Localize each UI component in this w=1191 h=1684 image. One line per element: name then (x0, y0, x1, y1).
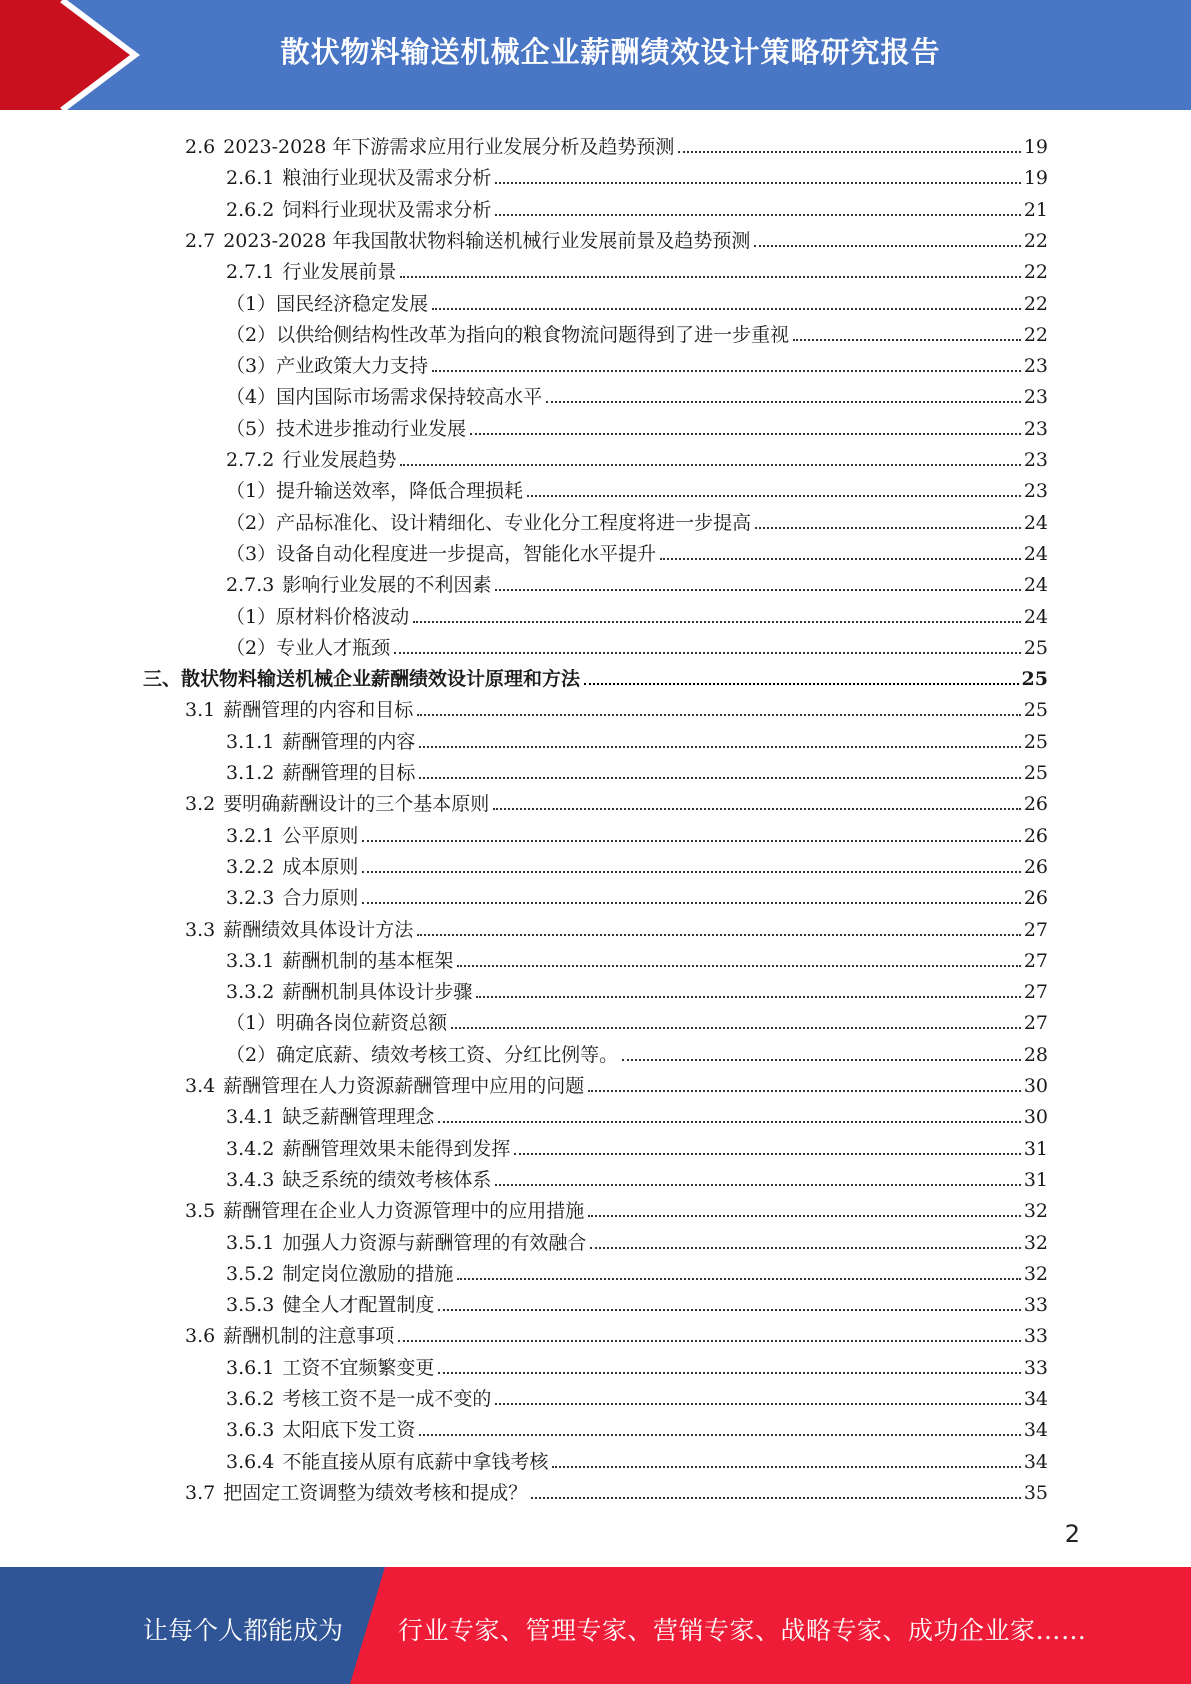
toc-entry-page: 21 (1023, 198, 1048, 221)
toc-entry-number: 2.7 (185, 229, 216, 252)
toc-entry-page: 24 (1023, 542, 1048, 565)
toc-entry[interactable] (226, 1410, 1048, 1441)
toc-dot-leader (432, 308, 1021, 310)
toc-entry-title: 薪酬管理的内容 (282, 730, 416, 753)
toc-entry-number: 2.6 (185, 136, 216, 158)
toc-entry-title: 公平原则 (282, 824, 359, 847)
toc-entry-number: （2） (226, 323, 277, 346)
toc-entry[interactable] (226, 503, 1048, 534)
toc-entry-page: 34 (1023, 1419, 1048, 1442)
toc-dot-leader (678, 151, 1020, 153)
toc-entry[interactable] (226, 471, 1048, 502)
toc-entry-title: 以供给侧结构性改革为指向的粮食物流问题得到了进一步重视 (276, 323, 790, 346)
toc-entry-title: 薪酬管理的内容和目标 (223, 699, 414, 722)
toc-entry-page: 30 (1023, 1106, 1048, 1129)
toc-entry-page: 26 (1023, 855, 1048, 878)
toc-entry[interactable] (185, 221, 1048, 252)
toc-entry-number: 2.7.2 (226, 449, 275, 471)
toc-entry-title: 把固定工资调整为绩效考核和提成？ (223, 1481, 528, 1504)
toc-entry[interactable] (185, 1066, 1048, 1097)
toc-entry[interactable] (226, 534, 1048, 565)
toc-entry-page: 24 (1023, 605, 1048, 628)
toc-entry-number: 3.7 (185, 1481, 216, 1504)
toc-entry-title: 薪酬机制具体设计步骤 (282, 981, 473, 1004)
toc-entry-page: 23 (1023, 355, 1048, 378)
toc-entry-page: 22 (1023, 229, 1048, 252)
toc-entry-title: 国内国际市场需求保持较高水平 (276, 386, 543, 409)
toc-entry-number: 2.6.1 (226, 167, 275, 190)
toc-entry-page: 34 (1023, 1450, 1048, 1473)
toc-entry[interactable] (226, 1223, 1048, 1254)
toc-entry-title: 薪酬管理的目标 (282, 762, 416, 784)
toc-entry-page: 22 (1023, 261, 1048, 284)
toc-entry[interactable] (185, 1473, 1048, 1504)
toc-entry-title: 行业发展前景 (282, 261, 397, 284)
toc-entry-page: 27 (1023, 1012, 1048, 1035)
page-number: 2 (1064, 1520, 1080, 1548)
toc-entry-number: 3.1 (185, 699, 216, 722)
toc-dot-leader (588, 1215, 1021, 1217)
toc-entry[interactable] (185, 784, 1048, 815)
toc-entry-title: 产业政策大力支持 (276, 355, 429, 378)
toc-entry-number: 3.2.2 (226, 855, 275, 878)
toc-entry-title: 专业人才瓶颈 (276, 636, 391, 659)
toc-entry-number: 3.6.2 (226, 1388, 275, 1410)
toc-entry-number: 3.1.2 (226, 762, 275, 784)
toc-entry-title: 技术进步推动行业发展 (276, 417, 467, 440)
toc-dot-leader (531, 1497, 1021, 1499)
toc-entry[interactable] (226, 158, 1048, 189)
toc-entry-number: 3.4.3 (226, 1168, 275, 1191)
toc-dot-leader (588, 1090, 1021, 1092)
toc-entry-page: 25 (1023, 636, 1048, 659)
toc-entry-number: （1） (226, 480, 277, 503)
toc-entry-number: 2.7.3 (226, 574, 275, 597)
toc-dot-leader (457, 1278, 1020, 1280)
toc-entry-number: 3.4 (185, 1075, 216, 1097)
toc-entry[interactable] (226, 941, 1048, 972)
toc-entry[interactable] (226, 440, 1048, 471)
toc-entry-number: （2） (226, 1043, 277, 1066)
toc-dot-leader (546, 401, 1021, 403)
toc-entry-title: 行业发展趋势 (282, 449, 397, 471)
toc-entry-number: 3.5.1 (226, 1231, 275, 1254)
footer-slogan-left: 让每个人都能成为 (143, 1616, 344, 1645)
toc-entry-title: 缺乏系统的绩效考核体系 (282, 1168, 492, 1191)
toc-entry-number: 3.6.4 (226, 1450, 275, 1473)
toc-entry-title: 饲料行业现状及需求分析 (282, 198, 492, 221)
toc-entry-page: 19 (1023, 136, 1048, 158)
toc-entry[interactable] (226, 1442, 1048, 1473)
toc-entry[interactable] (226, 1003, 1048, 1034)
toc-dot-leader (438, 1372, 1020, 1374)
toc-dot-leader (514, 1153, 1020, 1155)
toc-entry[interactable] (226, 409, 1048, 440)
toc-dot-leader (476, 996, 1020, 998)
toc-dot-leader (622, 1059, 1021, 1061)
toc-entry-number: 3.5.2 (226, 1262, 275, 1285)
toc-entry-title: 薪酬管理在人力资源薪酬管理中应用的问题 (223, 1075, 585, 1097)
toc-entry-page: 23 (1023, 417, 1048, 440)
toc-entry-title: 薪酬管理效果未能得到发挥 (282, 1137, 511, 1160)
toc-entry-number: （1） (226, 1012, 277, 1035)
toc-entry-page: 35 (1023, 1481, 1048, 1504)
report-title: 散状物料输送机械企业薪酬绩效设计策略研究报告 (280, 35, 941, 69)
toc-entry-title: 薪酬管理在企业人力资源管理中的应用措施 (223, 1200, 585, 1223)
toc-entry-page: 27 (1023, 949, 1048, 972)
toc-entry[interactable] (226, 565, 1048, 596)
toc-dot-leader (362, 840, 1020, 842)
toc-entry-title: 明确各岗位薪资总额 (276, 1012, 448, 1035)
footer-slogan-right: 行业专家、管理专家、营销专家、战略专家、成功企业家…… (398, 1616, 1087, 1645)
toc-dot-leader (495, 589, 1020, 591)
toc-dot-leader (394, 652, 1021, 654)
toc-entry-title: 2023-2028 年我国散状物料输送机械行业发展前景及趋势预测 (223, 229, 751, 252)
toc-entry-number: 3.3 (185, 918, 216, 941)
toc-entry[interactable] (226, 753, 1048, 784)
toc-entry-title: 国民经济稳定发展 (276, 292, 429, 315)
toc-entry[interactable] (185, 1316, 1048, 1347)
toc-entry-page: 23 (1023, 480, 1048, 503)
toc-entry[interactable] (226, 315, 1048, 346)
toc-dot-leader (495, 1403, 1020, 1405)
toc-dot-leader (552, 1466, 1020, 1468)
toc-dot-leader (495, 214, 1020, 216)
toc-entry-number: （3） (226, 542, 277, 565)
toc-entry-page: 23 (1023, 449, 1048, 471)
toc-dot-leader (432, 370, 1021, 372)
toc-entry-number: 3.2.3 (226, 887, 275, 910)
toc-entry-title: 制定岗位激励的措施 (282, 1262, 454, 1285)
toc-entry-page: 25 (1023, 699, 1048, 722)
toc-entry[interactable] (226, 346, 1048, 377)
toc-entry-number: 3.6.3 (226, 1419, 275, 1442)
toc-entry[interactable] (226, 1035, 1048, 1066)
toc-entry[interactable] (226, 252, 1048, 283)
toc-entry-number: 3.3.1 (226, 949, 275, 972)
toc-entry[interactable] (226, 878, 1048, 909)
toc-entry[interactable] (226, 1097, 1048, 1128)
toc-entry-number: 三、 (143, 668, 182, 691)
toc-entry-title: 加强人力资源与薪酬管理的有效融合 (282, 1231, 587, 1254)
toc-entry-number: 3.2.1 (226, 824, 275, 847)
toc-entry-title: 成本原则 (282, 855, 359, 878)
toc-entry-page: 30 (1023, 1075, 1048, 1097)
toc-dot-leader (451, 1027, 1021, 1029)
toc-dot-leader (457, 965, 1020, 967)
toc-entry[interactable] (226, 284, 1048, 315)
toc-entry-number: 3.5 (185, 1200, 216, 1223)
toc-entry[interactable] (185, 127, 1048, 158)
toc-entry[interactable] (226, 722, 1048, 753)
toc-entry-page: 25 (1021, 668, 1048, 691)
toc-dot-leader (400, 276, 1020, 278)
toc-entry-number: 3.1.1 (226, 730, 275, 753)
toc-entry-number: 3.6 (185, 1325, 216, 1348)
toc-entry-page: 27 (1023, 918, 1048, 941)
toc-entry[interactable] (226, 1379, 1048, 1410)
toc-entry-number: 3.5.3 (226, 1294, 275, 1317)
toc-entry-page: 25 (1023, 730, 1048, 753)
toc-dot-leader (362, 902, 1020, 904)
toc-dot-leader (417, 714, 1021, 716)
toc-dot-leader (755, 527, 1021, 529)
toc-entry-title: 工资不宜频繁变更 (282, 1356, 435, 1379)
toc-entry[interactable] (226, 847, 1048, 878)
toc-entry[interactable] (226, 597, 1048, 628)
toc-entry-title: 薪酬机制的基本框架 (282, 949, 454, 972)
toc-entry-title: 散状物料输送机械企业薪酬绩效设计原理和方法 (181, 668, 581, 691)
toc-entry-title: 薪酬绩效具体设计方法 (223, 918, 414, 941)
toc-entry-page: 31 (1023, 1137, 1048, 1160)
toc-dot-leader (527, 495, 1021, 497)
toc-entry[interactable] (226, 1348, 1048, 1379)
toc-entry-title: 健全人才配置制度 (282, 1294, 435, 1317)
toc-entry[interactable] (185, 1191, 1048, 1222)
toc-entry-number: 3.6.1 (226, 1356, 275, 1379)
toc-entry-number: （4） (226, 386, 277, 409)
toc-entry-number: （1） (226, 292, 277, 315)
toc-entry-title: 设备自动化程度进一步提高，智能化水平提升 (276, 542, 657, 565)
toc-entry-page: 26 (1023, 887, 1048, 910)
report-header (0, 0, 1191, 110)
toc-entry-page: 33 (1023, 1356, 1048, 1379)
toc-dot-leader (438, 1121, 1020, 1123)
toc-entry-title: 要明确薪酬设计的三个基本原则 (223, 793, 490, 816)
toc-entry-title: 缺乏薪酬管理理念 (282, 1106, 435, 1129)
toc-entry-page: 22 (1023, 292, 1048, 315)
toc-entry-page: 32 (1023, 1262, 1048, 1285)
toc-entry-page: 26 (1023, 793, 1048, 816)
toc-entry-number: 2.7.1 (226, 261, 275, 284)
toc-entry-title: 确定底薪、绩效考核工资、分红比例等。 (276, 1043, 619, 1066)
toc-entry-number: （5） (226, 417, 277, 440)
toc-entry-number: 3.4.1 (226, 1106, 275, 1129)
toc-entry-title: 2023-2028 年下游需求应用行业发展分析及趋势预测 (223, 136, 675, 158)
toc-dot-leader (400, 464, 1020, 466)
toc-entry-title: 不能直接从原有底薪中拿钱考核 (282, 1450, 549, 1473)
toc-entry-title: 薪酬机制的注意事项 (223, 1325, 395, 1348)
toc-dot-leader (419, 777, 1020, 779)
toc-dot-leader (419, 1434, 1020, 1436)
toc-entry-page: 26 (1023, 824, 1048, 847)
toc-entry-title: 合力原则 (282, 887, 359, 910)
toc-dot-leader (495, 1184, 1020, 1186)
toc-entry-title: 提升输送效率，降低合理损耗 (276, 480, 524, 503)
toc-entry-page: 33 (1023, 1325, 1048, 1348)
toc-entry-page: 33 (1023, 1294, 1048, 1317)
toc-entry[interactable] (226, 1129, 1048, 1160)
toc-dot-leader (470, 433, 1021, 435)
toc-entry[interactable] (226, 377, 1048, 408)
toc-dot-leader (493, 808, 1021, 810)
toc-entry[interactable] (226, 1285, 1048, 1316)
toc-entry[interactable] (226, 1254, 1048, 1285)
toc-entry-page: 28 (1023, 1043, 1048, 1066)
toc-entry-number: （1） (226, 605, 277, 628)
toc-entry-title: 影响行业发展的不利因素 (282, 574, 492, 597)
toc-entry-page: 24 (1023, 511, 1048, 534)
toc-entry-number: （2） (226, 511, 277, 534)
toc-entry-title: 考核工资不是一成不变的 (282, 1388, 492, 1410)
toc-dot-leader (413, 621, 1021, 623)
toc-entry-title: 原材料价格波动 (276, 605, 410, 628)
toc-dot-leader (584, 683, 1019, 685)
toc-dot-leader (398, 1340, 1021, 1342)
toc-entry-page: 25 (1023, 762, 1048, 784)
toc-entry-number: （3） (226, 355, 277, 378)
toc-dot-leader (495, 182, 1020, 184)
toc-entry[interactable] (226, 972, 1048, 1003)
toc-entry[interactable] (143, 659, 1048, 690)
toc-dot-leader (417, 934, 1021, 936)
toc-entry-number: 3.2 (185, 793, 216, 816)
page-footer (0, 1567, 1191, 1684)
toc-entry[interactable] (185, 690, 1048, 721)
toc-entry[interactable] (226, 816, 1048, 847)
toc-entry-title: 产品标准化、设计精细化、专业化分工程度将进一步提高 (276, 511, 752, 534)
toc-entry-page: 32 (1023, 1200, 1048, 1223)
toc-entry-page: 34 (1023, 1388, 1048, 1410)
toc-entry-page: 27 (1023, 981, 1048, 1004)
toc-entry-number: 2.6.2 (226, 198, 275, 221)
toc-entry[interactable] (226, 190, 1048, 221)
toc-entry-page: 32 (1023, 1231, 1048, 1254)
toc-entry-title: 粮油行业现状及需求分析 (282, 167, 492, 190)
toc-dot-leader (438, 1309, 1020, 1311)
toc-entry-page: 31 (1023, 1168, 1048, 1191)
toc-entry-number: 3.4.2 (226, 1137, 275, 1160)
toc-entry-number: 3.3.2 (226, 981, 275, 1004)
toc-dot-leader (590, 1247, 1020, 1249)
toc-entry-page: 23 (1023, 386, 1048, 409)
toc-entry-number: （2） (226, 636, 277, 659)
toc-entry[interactable] (226, 628, 1048, 659)
toc-entry[interactable] (226, 1160, 1048, 1191)
toc-dot-leader (362, 871, 1020, 873)
toc-entry-page: 19 (1023, 167, 1048, 190)
toc-dot-leader (419, 746, 1020, 748)
toc-entry[interactable] (185, 910, 1048, 941)
toc-entry-page: 24 (1023, 574, 1048, 597)
toc-dot-leader (660, 558, 1021, 560)
toc-dot-leader (793, 339, 1021, 341)
toc-entry-title: 太阳底下发工资 (282, 1419, 416, 1442)
toc-dot-leader (754, 245, 1020, 247)
toc-entry-page: 22 (1023, 323, 1048, 346)
